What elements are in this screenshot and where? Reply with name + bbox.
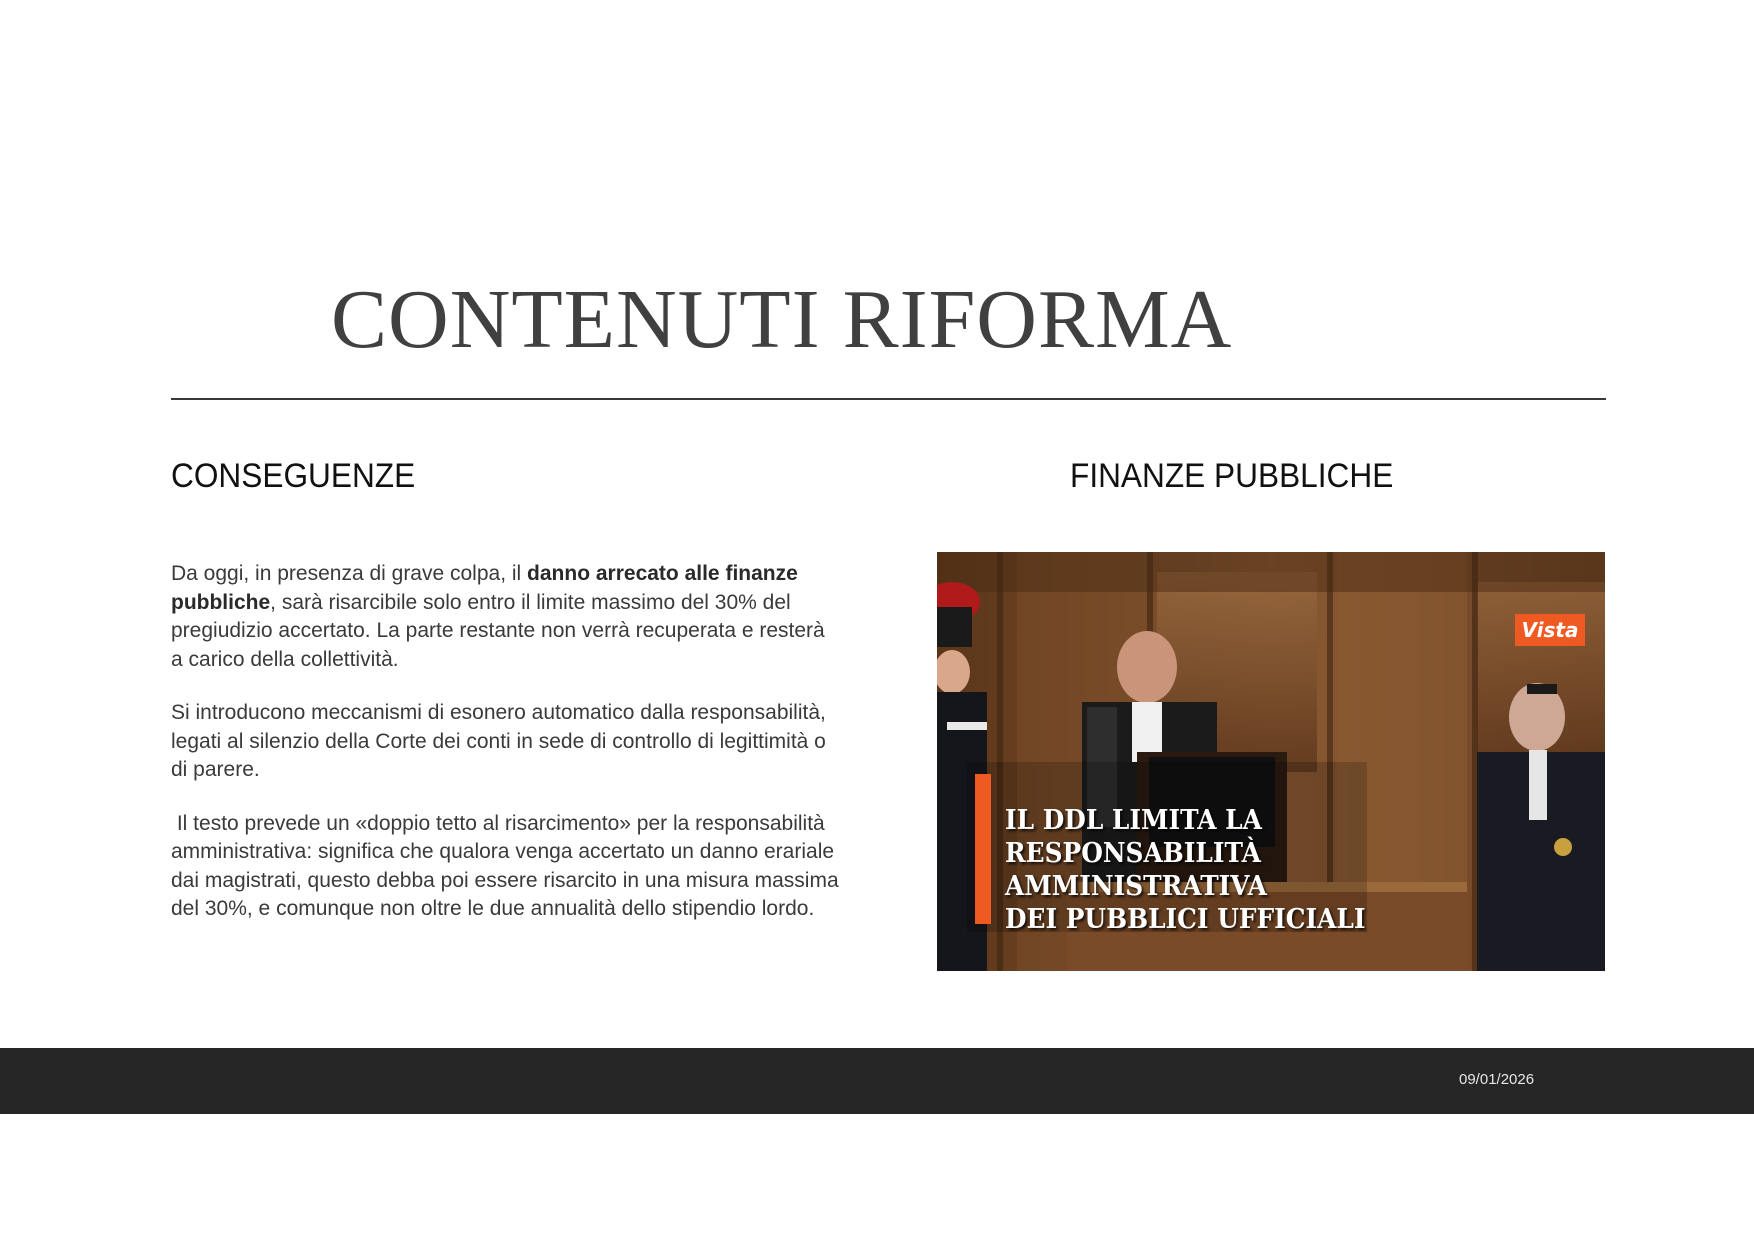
- slide-title: CONTENUTI RIFORMA: [331, 273, 1233, 366]
- thumbnail-caption: [1005, 804, 1365, 936]
- caption-line: IL DDL LIMITA LA: [1005, 805, 1262, 836]
- footer-bar: [0, 1048, 1754, 1114]
- paragraph-1-start: Da oggi, in presenza di grave colpa, il: [171, 562, 528, 585]
- body-text: [171, 560, 845, 949]
- right-heading: FINANZE PUBBLICHE: [1070, 457, 1394, 495]
- title-divider: [171, 398, 1606, 400]
- caption-accent-bar: [975, 774, 991, 924]
- caption-line: AMMINISTRATIVA: [1005, 871, 1267, 902]
- paragraph-1-end: , sarà risarcibile solo entro il limite massimo del 30% del pregiudizio accertato. La parte restante non verrà recuperata e resterà a carico della collettività.: [171, 590, 825, 671]
- paragraph-1-bold: danno arrecato alle finanze pubbliche: [171, 562, 798, 614]
- caption-line: DEI PUBBLICI UFFICIALI: [1005, 904, 1366, 935]
- vista-logo: Vista: [1515, 614, 1585, 646]
- left-heading: CONSEGUENZE: [171, 457, 416, 495]
- caption-line: RESPONSABILITÀ: [1005, 838, 1261, 869]
- paragraph-3: Il testo prevede un «doppio tetto al risarcimento» per la responsabilità amministrativa: significa che qualora venga accertato un danno erariale dai magistrati, questo debba poi essere risarcito in una misura massima del 30%, e comunque non oltre le due annualità dello stipendio lordo.: [171, 811, 845, 920]
- news-video-thumbnail: [937, 552, 1605, 971]
- footer-date: 09/01/2026: [1459, 1071, 1535, 1088]
- paragraph-1: [171, 560, 841, 674]
- paragraph-2: Si introducono meccanismi di esonero automatico dalla responsabilità, legati al silenzio della Corte dei conti in sede di controllo di legittimità o di parere.: [171, 701, 826, 781]
